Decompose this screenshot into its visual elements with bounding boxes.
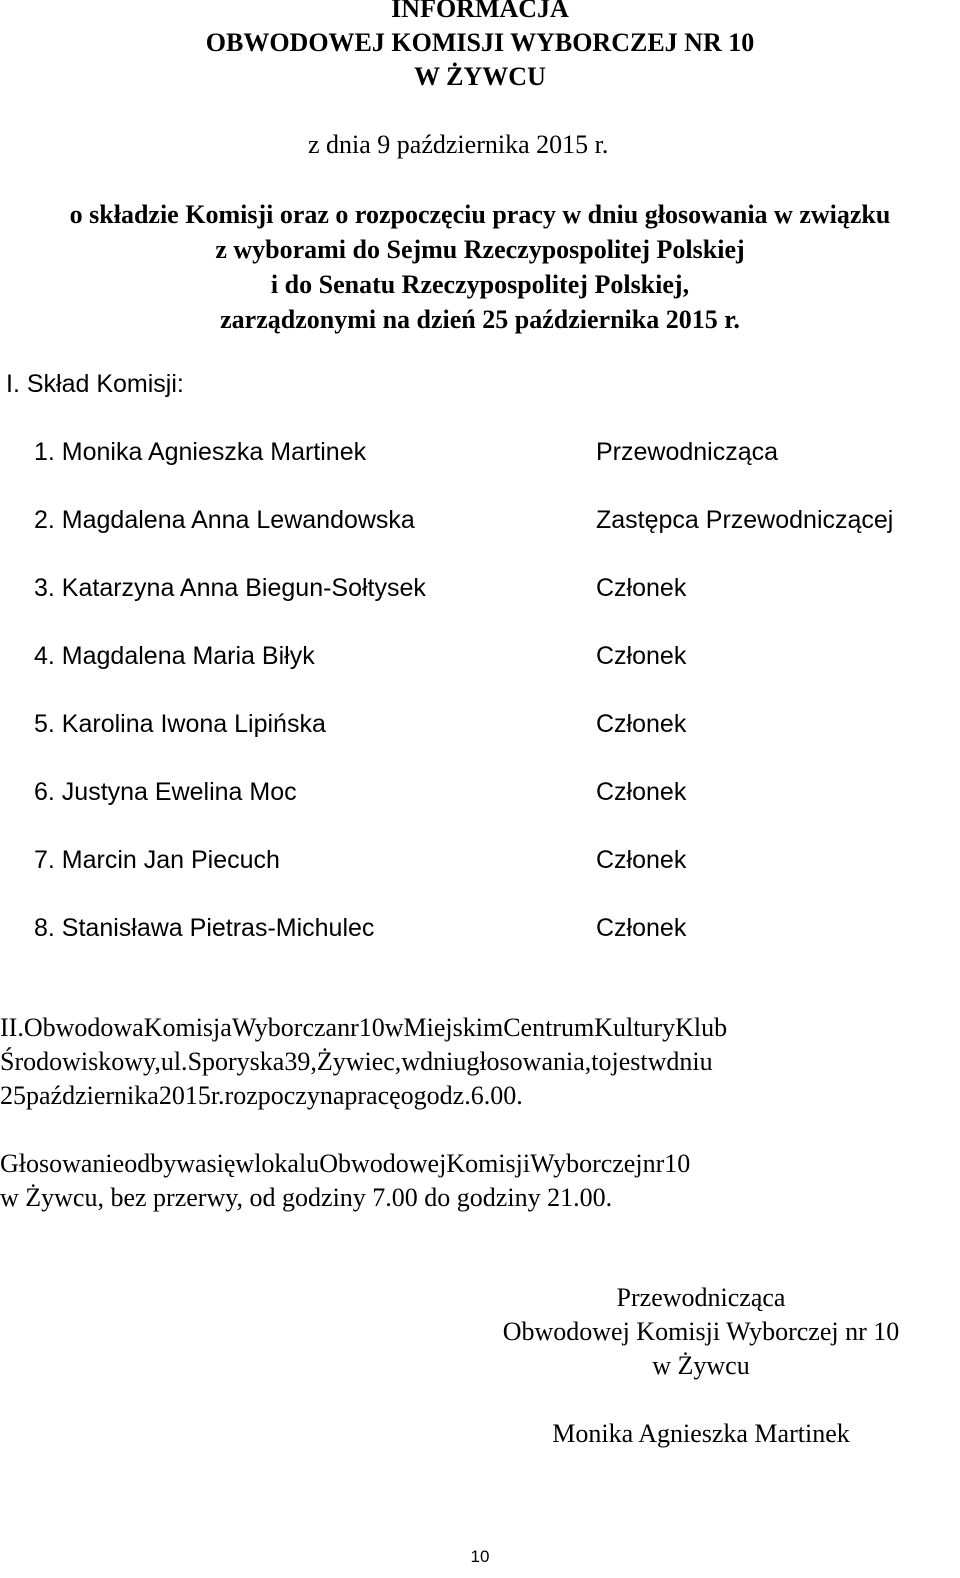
member-row (34, 571, 934, 639)
word: odbywa (124, 1149, 207, 1178)
word: w (401, 1047, 421, 1076)
section-2-line-2 (0, 1045, 955, 1079)
word: jest (611, 1047, 648, 1076)
word: Centrum (503, 1013, 595, 1042)
word: głosowania, (466, 1047, 592, 1076)
member-role: Przewodnicząca (596, 438, 779, 466)
word: Miejskim (403, 1013, 504, 1042)
word: Obwodowej (319, 1149, 447, 1178)
member-row (34, 639, 934, 707)
member-role: Zastępca Przewodniczącej (596, 506, 894, 534)
title-line-1: INFORMACJA (391, 0, 569, 23)
word: w (235, 1149, 255, 1178)
word: Klub (675, 1013, 728, 1042)
word: 2015 (158, 1081, 211, 1110)
word: rozpoczyna (224, 1081, 345, 1110)
member-name: 3. Katarzyna Anna Biegun-Sołtysek (34, 574, 426, 602)
word: godz. (413, 1081, 471, 1110)
word: Głosowanie (0, 1149, 125, 1178)
member-row (34, 843, 934, 911)
member-name: 1. Monika Agnieszka Martinek (34, 438, 367, 466)
member-role: Członek (596, 574, 687, 602)
word: Sporyska (187, 1047, 285, 1076)
subject-line-1: o składzie Komisji oraz o rozpoczęciu pracy w dniu głosowania w związku (69, 200, 891, 229)
member-name: 7. Marcin Jan Piecuch (34, 846, 280, 874)
word: Obwodowa (23, 1013, 144, 1042)
subject-line-2: z wyborami do Sejmu Rzeczypospolitej Polskiej (215, 235, 745, 264)
word: Wyborcza (231, 1013, 338, 1042)
section-1-heading: I. Skład Komisji: (6, 370, 184, 398)
word: r. (210, 1081, 225, 1110)
word: 25 (0, 1081, 26, 1110)
word: Środowiskowy, (0, 1047, 161, 1076)
member-role: Członek (596, 642, 687, 670)
member-name: 2. Magdalena Anna Lewandowska (34, 506, 415, 534)
members-list (34, 435, 934, 979)
signature-line-3: w Żywcu (652, 1351, 750, 1380)
document-subject (0, 197, 960, 337)
member-row (34, 707, 934, 775)
word: 6.00. (470, 1081, 523, 1110)
word: lokalu (254, 1149, 320, 1178)
member-role: Członek (596, 914, 687, 942)
section-2-paragraph (0, 1011, 955, 1113)
document-title (0, 0, 960, 94)
signature-name: Monika Agnieszka Martinek (552, 1419, 850, 1448)
voting-line-1 (0, 1147, 955, 1181)
word: się (206, 1149, 236, 1178)
word: 10 (358, 1013, 385, 1042)
member-row (34, 775, 934, 843)
member-role: Członek (596, 778, 687, 806)
word: II. (0, 1013, 24, 1042)
word: Komisji (446, 1149, 531, 1178)
title-line-2: OBWODOWEJ KOMISJI WYBORCZEJ NR 10 (205, 28, 755, 57)
word: Żywiec, (316, 1047, 402, 1076)
member-name: 8. Stanisława Pietras-Michulec (34, 914, 375, 942)
signature-line-2: Obwodowej Komisji Wyborczej nr 10 (502, 1317, 900, 1346)
member-role: Członek (596, 846, 687, 874)
member-name: 5. Karolina Iwona Lipińska (34, 710, 326, 738)
voting-paragraph (0, 1147, 955, 1215)
section-2-line-3 (0, 1079, 955, 1113)
member-row (34, 503, 934, 571)
subject-line-4: zarządzonymi na dzień 25 października 2015 r. (220, 305, 740, 334)
signature-block (473, 1281, 929, 1451)
member-row (34, 911, 934, 979)
word: ul. (160, 1047, 188, 1076)
word: Wyborczej (530, 1149, 643, 1178)
word: nr (642, 1149, 665, 1178)
page-number: 10 (470, 1547, 490, 1566)
word: o (400, 1081, 414, 1110)
document-date: z dnia 9 października 2015 r. (308, 130, 609, 159)
word: 10 (664, 1149, 691, 1178)
member-name: 4. Magdalena Maria Biłyk (34, 642, 315, 670)
word: dniu (420, 1047, 467, 1076)
word: pracę (344, 1081, 401, 1110)
word: dniu (666, 1047, 713, 1076)
word: w (384, 1013, 404, 1042)
member-name: 6. Justyna Ewelina Moc (34, 778, 297, 806)
word: to (591, 1047, 612, 1076)
member-row (34, 435, 934, 503)
word: października (26, 1081, 159, 1110)
voting-line-2: w Żywcu, bez przerwy, od godziny 7.00 do godziny 21.00. (0, 1183, 613, 1212)
member-role: Członek (596, 710, 687, 738)
word: nr (337, 1013, 359, 1042)
word: w (647, 1047, 667, 1076)
section-2-line-1 (0, 1011, 955, 1045)
signature-line-1: Przewodnicząca (616, 1283, 786, 1312)
word: 39, (284, 1047, 317, 1076)
subject-line-3: i do Senatu Rzeczypospolitej Polskiej, (270, 270, 690, 299)
word: Komisja (143, 1013, 232, 1042)
title-line-3: W ŻYWCU (414, 62, 546, 91)
word: Kultury (594, 1013, 676, 1042)
